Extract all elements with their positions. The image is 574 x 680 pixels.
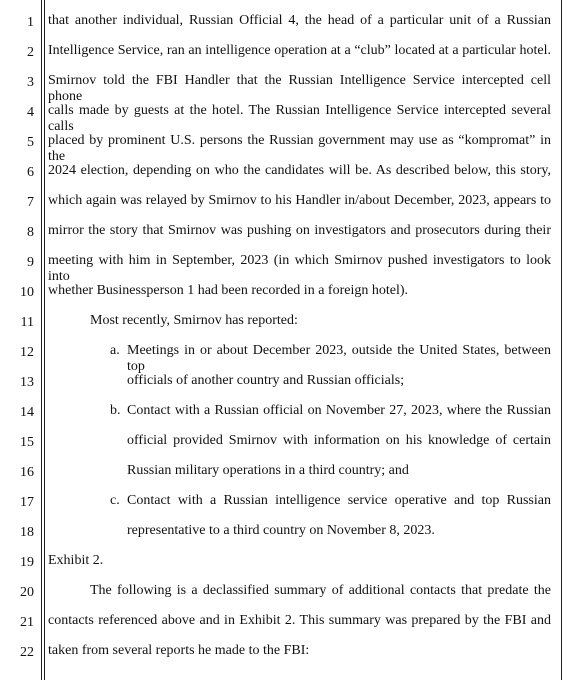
text-line: mirror the story that Smirnov was pushing on investigators and prosecutors during their bbox=[48, 223, 551, 238]
line-number: 13 bbox=[20, 375, 34, 390]
line-number: 1 bbox=[27, 15, 34, 30]
exhibit-heading: Exhibit 2. bbox=[48, 553, 104, 568]
list-item-line: Meetings in or about December 2023, outside the United States, between top bbox=[127, 343, 551, 374]
line-number: 4 bbox=[27, 105, 34, 120]
line-number: 6 bbox=[27, 165, 34, 180]
line-number: 9 bbox=[27, 255, 34, 270]
left-margin-rule-inner bbox=[44, 0, 45, 680]
list-item-line: Contact with a Russian intelligence service operative and top Russian bbox=[127, 493, 551, 508]
text-line: placed by prominent U.S. persons the Russian government may use as “kompromat” in the bbox=[48, 133, 551, 164]
list-item-line: Contact with a Russian official on November 27, 2023, where the Russian bbox=[127, 403, 551, 418]
text-line: whether Businessperson 1 had been recorded in a foreign hotel). bbox=[48, 283, 408, 298]
list-marker-b: b. bbox=[110, 403, 121, 418]
right-margin-rule bbox=[561, 0, 562, 680]
line-number: 5 bbox=[27, 135, 34, 150]
line-number: 14 bbox=[20, 405, 34, 420]
text-line: which again was relayed by Smirnov to his Handler in/about December, 2023, appears to bbox=[48, 193, 551, 208]
line-number: 2 bbox=[27, 45, 34, 60]
line-number: 8 bbox=[27, 225, 34, 240]
line-number: 16 bbox=[20, 465, 34, 480]
text-line: 2024 election, depending on who the candidates will be. As described below, this story, bbox=[48, 163, 551, 178]
paragraph-intro-line: Most recently, Smirnov has reported: bbox=[90, 313, 298, 328]
line-number: 21 bbox=[20, 615, 34, 630]
line-number: 15 bbox=[20, 435, 34, 450]
list-item-line: officials of another country and Russian officials; bbox=[127, 373, 405, 388]
line-number: 19 bbox=[20, 555, 34, 570]
line-number: 3 bbox=[27, 75, 34, 90]
text-line: that another individual, Russian Official 4, the head of a particular unit of a Russian bbox=[48, 13, 551, 28]
list-item-line: Russian military operations in a third country; and bbox=[127, 463, 409, 478]
left-margin-rule-outer bbox=[41, 0, 42, 680]
text-line: Smirnov told the FBI Handler that the Russian Intelligence Service intercepted cell phone bbox=[48, 73, 551, 104]
list-marker-a: a. bbox=[110, 343, 120, 358]
text-line: contacts referenced above and in Exhibit 2. This summary was prepared by the FBI and bbox=[48, 613, 551, 628]
text-line: calls made by guests at the hotel. The Russian Intelligence Service intercepted several calls bbox=[48, 103, 551, 134]
list-item-line: official provided Smirnov with information on his knowledge of certain bbox=[127, 433, 551, 448]
text-line: Intelligence Service, ran an intelligence operation at a “club” located at a particular hotel. bbox=[48, 43, 551, 58]
text-line: taken from several reports he made to the FBI: bbox=[48, 643, 310, 658]
line-number: 20 bbox=[20, 585, 34, 600]
line-number: 22 bbox=[20, 645, 34, 660]
list-marker-c: c. bbox=[110, 493, 120, 508]
line-number: 10 bbox=[20, 285, 34, 300]
text-line: The following is a declassified summary of additional contacts that predate the bbox=[90, 583, 551, 598]
text-line: meeting with him in September, 2023 (in which Smirnov pushed investigators to look into bbox=[48, 253, 551, 284]
list-item-line: representative to a third country on November 8, 2023. bbox=[127, 523, 435, 538]
line-number: 17 bbox=[20, 495, 34, 510]
line-number: 7 bbox=[27, 195, 34, 210]
line-number: 12 bbox=[20, 345, 34, 360]
line-number: 11 bbox=[20, 315, 34, 330]
line-number: 18 bbox=[20, 525, 34, 540]
